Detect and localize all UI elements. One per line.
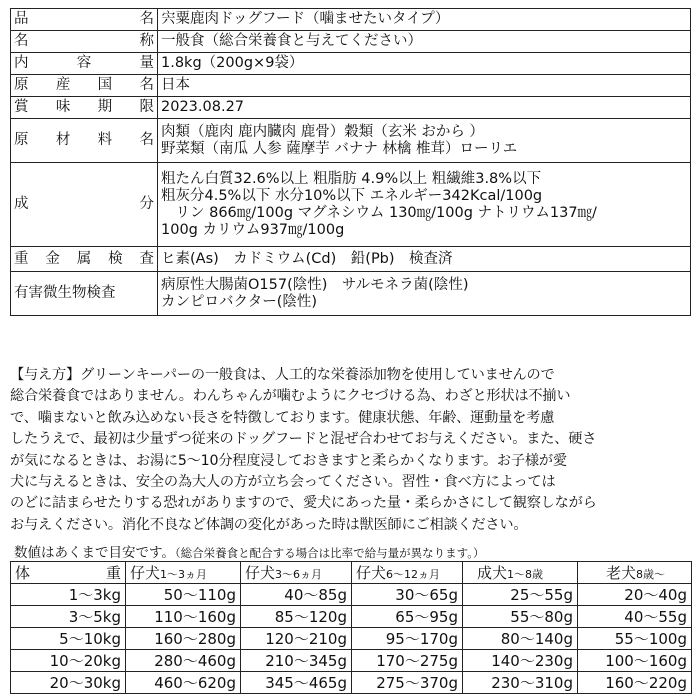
spec-value: 一般食（総合栄養食と与えてください） <box>158 31 691 53</box>
feeding-amount-note: 数値はあくまで目安です。（総合栄養食と配合する場合は比率で給与量が異なります。） <box>14 545 485 561</box>
spec-row-heavy-metals <box>11 247 691 272</box>
header-age-col: 仔犬6～12ヵ月 <box>352 562 463 584</box>
feeding-row: 3～5kg 110～160g 85～120g 65～95g 55～80g 40～55g <box>11 606 692 628</box>
spec-row-content <box>11 53 691 75</box>
spec-row-best-before <box>11 97 691 119</box>
spec-value: ヒ素(As) カドミウム(Cd) 鉛(Pb) 検査済 <box>158 247 691 272</box>
feeding-row: 20～30kg 460～620g 345～465g 275～370g 230～310g 160～220g <box>11 672 692 694</box>
instruction-line: したうえで、最初は少量ずつ従来のドッグフードと混ぜ合わせてお与えください。また、硬さ <box>10 431 597 448</box>
spec-label: 重 金 属 検 査 <box>11 247 158 272</box>
feeding-row: 1～3kg 50～110g 40～85g 30～65g 25～55g 20～40g <box>11 584 692 606</box>
instruction-line: が気になるときは、お湯に5～10分程度浸しておきますと柔らかくなります。お子様が愛 <box>10 452 567 469</box>
spec-value: 2023.08.27 <box>158 97 691 119</box>
instruction-line: 総合栄養食ではありません。わんちゃんが噛むようにクセづける為、わざと形状は不揃い <box>10 388 571 405</box>
spec-row-ingredients <box>11 119 691 163</box>
spec-label: 賞 味 期 限 <box>11 97 158 119</box>
spec-label: 原 材 料 名 <box>11 119 158 163</box>
instruction-line: のどに詰まらせたりする恐れがありますので、愛犬にあった量・柔らかさにして観察しながら <box>10 495 597 512</box>
feeding-header-row <box>11 562 692 584</box>
spec-row-microbes <box>11 272 691 316</box>
instruction-line: 犬に与えるときは、安全の為大人の方が立ち会ってください。習性・食べ方によっては <box>10 474 556 491</box>
spec-value: 1.8kg（200g×9袋） <box>158 53 691 75</box>
feeding-instructions <box>10 365 690 536</box>
spec-label: 名 称 <box>11 31 158 53</box>
spec-value: 宍粟鹿肉ドッグフード（噛ませたいタイプ） <box>158 9 691 31</box>
spec-row-origin <box>11 75 691 97</box>
instruction-line: で、噛まないと飲み込めない長さを特徴しております。健康状態、年齢、運動量を考慮 <box>10 409 555 426</box>
spec-value: 粗たん白質32.6%以上 粗脂肪 4.9%以上 粗繊維3.8%以下 粗灰分4.5%以下 水分10%以下 エネルギー342Kcal/100g リン 866㎎/100g マグネシウム 130㎎/100g ナトリウム137㎎/ 100g カリウム937㎎/100g <box>158 163 691 247</box>
spec-value: 日本 <box>158 75 691 97</box>
header-weight: 体 重 <box>11 562 126 584</box>
product-spec-table <box>10 8 691 316</box>
feeding-amount-table <box>10 561 692 694</box>
header-age-col: 成犬1～8歳 <box>463 562 578 584</box>
spec-value: 病原性大腸菌O157(陰性) サルモネラ菌(陰性) カンピロバクター(陰性) <box>158 272 691 316</box>
header-age-col: 仔犬1～3ヵ月 <box>126 562 241 584</box>
feeding-row: 10～20kg 280～460g 210～345g 170～275g 140～230g 100～160g <box>11 650 692 672</box>
spec-value: 肉類（鹿肉 鹿内臓肉 鹿骨）穀類（玄米 おから ） 野菜類（南瓜 人参 薩摩芋 バナナ 林檎 椎茸）ローリエ <box>158 119 691 163</box>
instruction-line: お与えください。消化不良など体調の変化があった時は獣医師にご相談ください。 <box>10 516 528 533</box>
spec-label: 品 名 <box>11 9 158 31</box>
instruction-line: 【与え方】グリーンキーパーの一般食は、人工的な栄養添加物を使用していませんので <box>10 367 555 383</box>
header-age-col: 老犬8歳～ <box>578 562 692 584</box>
spec-label: 有害微生物検査 <box>11 272 158 316</box>
feeding-row: 5～10kg 160～280g 120～210g 95～170g 80～140g 55～100g <box>11 628 692 650</box>
spec-label: 成 分 <box>11 163 158 247</box>
spec-label: 内 容 量 <box>11 53 158 75</box>
spec-row-components <box>11 163 691 247</box>
spec-row-product-name <box>11 9 691 31</box>
header-age-col: 仔犬3～6ヵ月 <box>241 562 352 584</box>
spec-row-category <box>11 31 691 53</box>
spec-label: 原 産 国 名 <box>11 75 158 97</box>
